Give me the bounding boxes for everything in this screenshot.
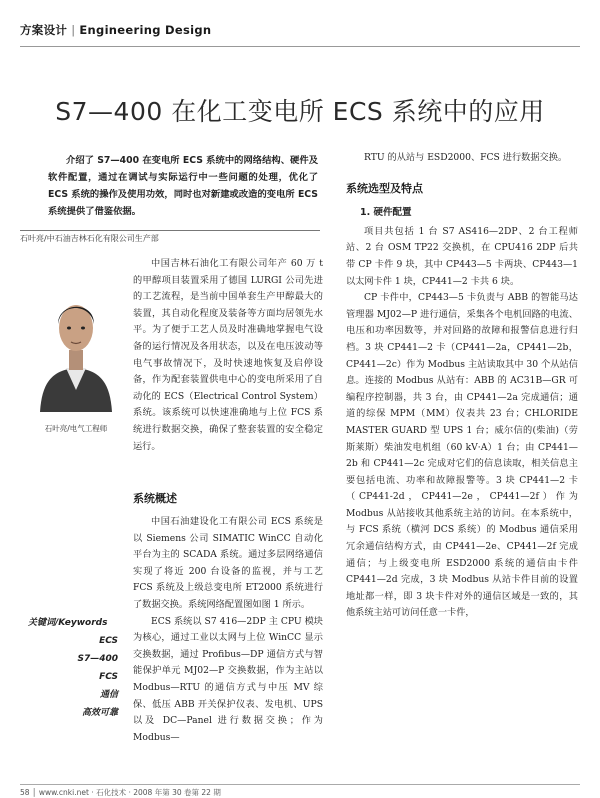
intro-column	[133, 256, 323, 455]
header-separator: |	[71, 23, 76, 37]
hardware-subheading: 1. 硬件配置	[360, 207, 412, 219]
overview-heading: 系统概述	[133, 492, 177, 505]
author-photo	[36, 272, 116, 412]
overview-paragraph-2: ECS 系统以 S7 416—2DP 主 CPU 模块为核心，通过工业以太网与上位 WinCC 显示交换数据，通过 Profibus—DP 通信方式与智能保护单元 MJ02—P 交换数据，作为主站以 Modbus—RTU 的通信方式与中压 MV 综保、低压 ABB 开关保护仪表、发电机、UPS 以及 DC—Panel 进行数据交换；作为 Modbus—	[133, 615, 323, 743]
overview-column	[133, 514, 323, 746]
keyword-item: 高效可靠	[81, 708, 118, 718]
right-paragraph-1: 项目共包括 1 台 S7 AS416—2DP、2 台工程师站、2 台 OSM TP22 交换机，在 CPU416 2DP 后共带 CP 卡件 9 块，其中 CP443—5 卡两块、CP443—1 以太网卡件 1 块，CP441—2 卡共 6 块。	[346, 225, 578, 287]
photo-caption: 石叶亮/电气工程师	[44, 424, 108, 433]
section-header	[20, 22, 580, 38]
article-abstract: 介绍了 S7—400 在变电所 ECS 系统中的网络结构、硬件及软件配置，通过在调试与实际运行中一些问题的处理，优化了 ECS 系统的操作及使用功效，同时也对新建或改造的变电所 ECS 系统提供了借鉴依据。	[48, 155, 318, 217]
keywords-title: 关键词/Keywords	[28, 618, 108, 628]
author-affiliation: 石叶亮/中石油吉林石化有限公司生产部	[20, 230, 320, 244]
keyword-item: 通信	[99, 690, 118, 700]
section-label-cn: 方案设计	[20, 23, 68, 37]
section-label-en: Engineering Design	[79, 23, 212, 37]
selection-heading: 系统选型及特点	[346, 181, 423, 195]
keyword-item: S7—400	[77, 654, 118, 664]
intro-paragraph: 中国吉林石油化工有限公司年产 60 万 t 的甲醇项目装置采用了德国 LURGI 公司先进的工艺流程，是当前中国单套生产甲醇最大的装置，其自动化程度及装备等方面均居领先水平。为了便于工艺人员及时准确地掌握电气设备的运行情况及各用状态，以及在电压波动等电气事故情况下，及时快速地恢复及启停设备，作为配套装置供电中心的变电所采用了自动化的 ECS（Electrical Control System）系统。该系统可以快速准确地与上位 FCS 系统进行数据交换，确保了整套装置的安全稳定运行。	[133, 258, 323, 452]
right-paragraph-2: CP 卡件中，CP443—5 卡负责与 ABB 的智能马达管理器 MJ02—P 进行通信，采集各个电机回路的电流、电压和功率因数等，并对回路的故障和报警信息进行归档。3 块 CP441—2 卡（CP441—2a，CP441—2b，CP441—2c）作为 Modbus 主站读取其中 30 个从站信息。连接的 Modbus 从站有：ABB 的 AC31B—GR 可编程序控制器，共 3 台，由 CP441—2a 完成通信；通道的综保 MPM（MM）仪表共 23 台；CHLORIDE MASTER GUARD 型 UPS 1 台；威尔信的(柴油)（劳斯莱斯）柴油发电机组（60 kV·A）1 台；由 CP441—2b 和 CP441—2c 完成对它们的信息读取，相关信息主要包括电流、功率和故障报警等。3 块 CP441—2 卡（CP441-2d，CP441—2e，CP441—2f）作为 Modbus 从站接收其他系统主站的访问。在本系统中，与 FCS 系统（横河 DCS 系统）的 Modbus 通信采用冗余通信结构方式，由 CP441—2e、CP441—2f 完成通信；与上级变电所 ESD2000 系统的通信由卡件 CP441—2d 完成，3 块 Modbus 从站卡件目前的设置地址都一样，即 3 块卡件对外的通信区域是一致的，其他系统主站可访问任意一卡件，	[346, 292, 578, 619]
article-title: S7—400 在化工变电所 ECS 系统中的应用	[55, 97, 545, 126]
keyword-item: ECS	[99, 636, 118, 646]
page-footer: 58 │ www.cnki.net · 石化技术 · 2008 年第 30 卷第 22 期	[20, 784, 580, 798]
keywords-block	[28, 614, 118, 722]
right-column	[346, 150, 578, 622]
header-rule	[20, 46, 580, 47]
keyword-item: FCS	[99, 672, 118, 682]
right-paragraph-0: RTU 的从站与 ESD2000、FCS 进行数据交换。	[364, 152, 568, 163]
overview-paragraph-1: 中国石油建设化工有限公司 ECS 系统是以 Siemens 公司 SIMATIC WinCC 自动化平台为主的 SCADA 系统。通过多层网络通信实现了将近 200 台设备的监视，并与工艺 FCS 系统及上级总变电所 ET2000 系统进行了数据交换。系统网络配置图如图 1 所示。	[133, 516, 323, 610]
